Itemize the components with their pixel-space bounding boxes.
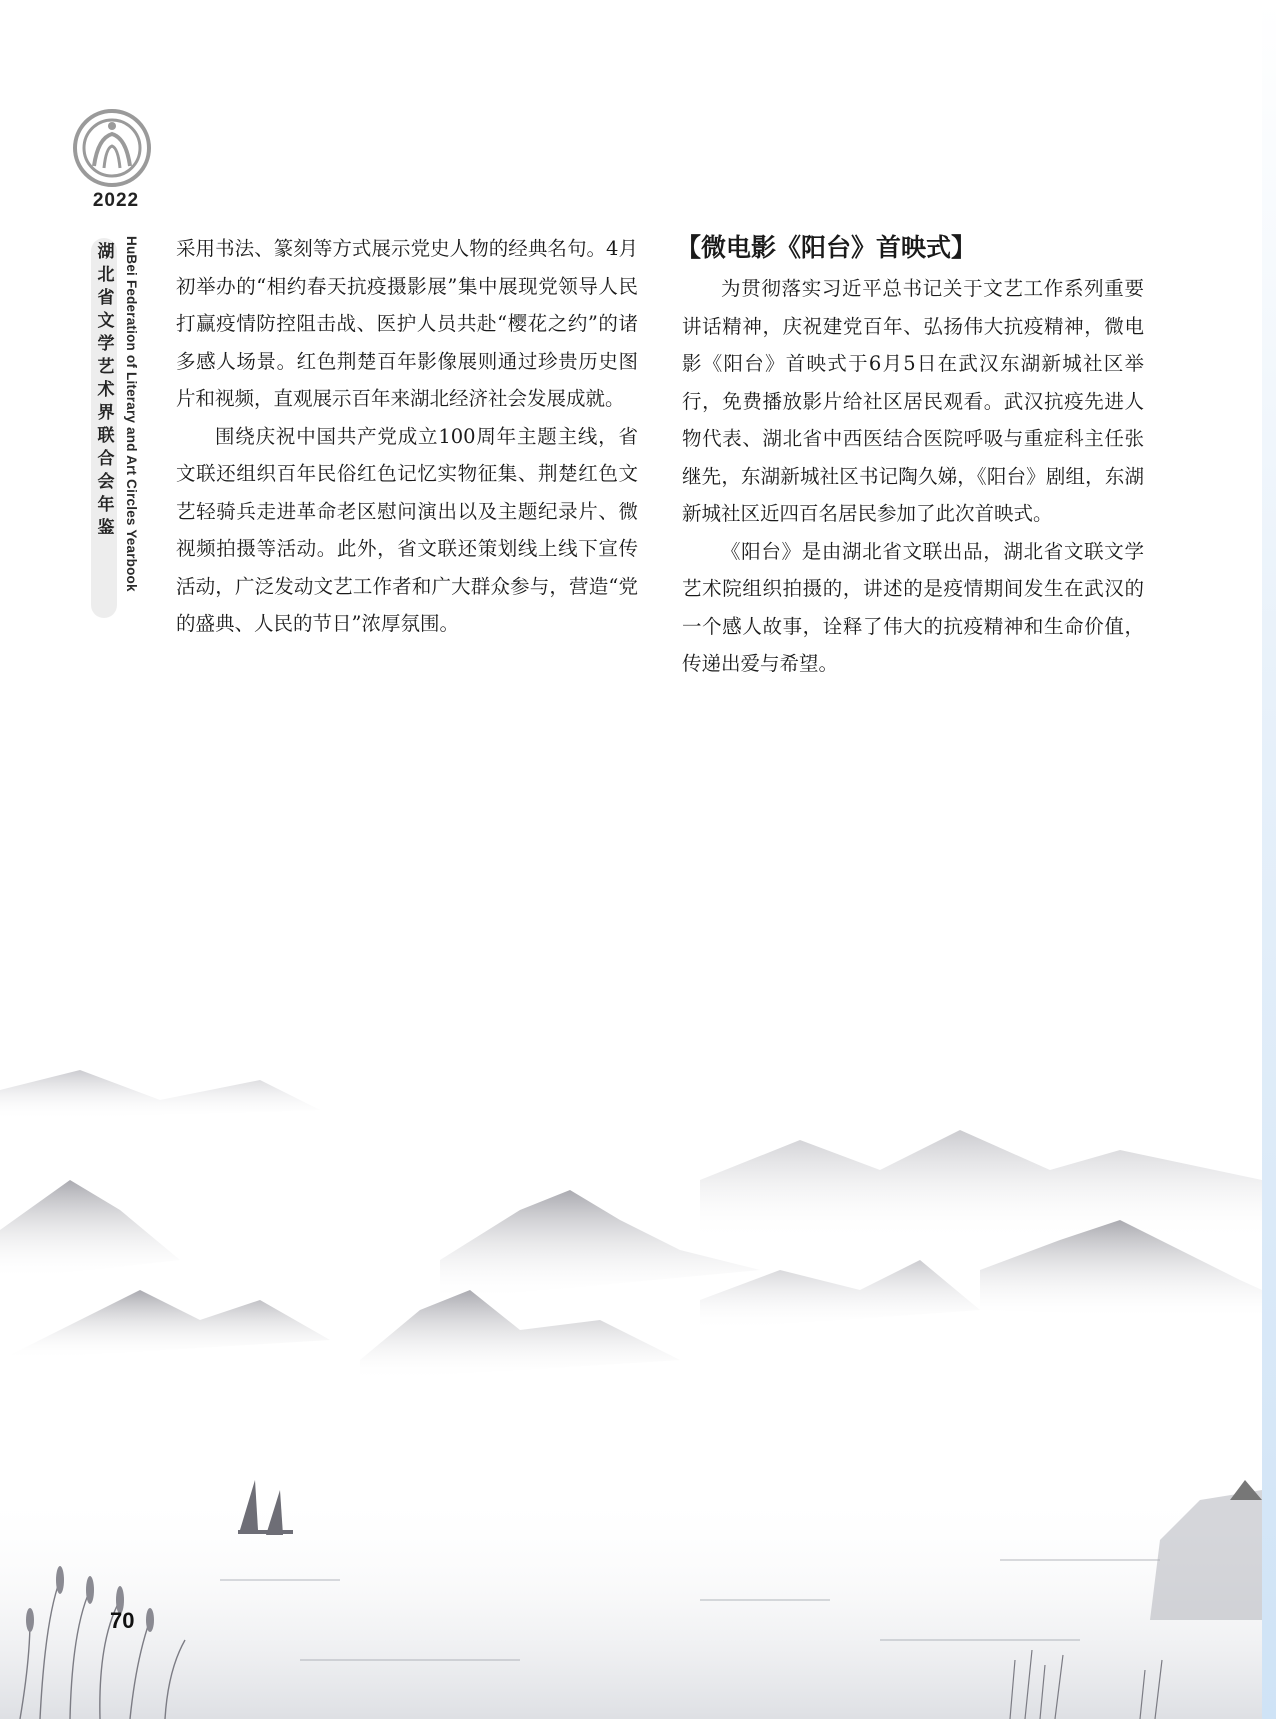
section-title: 【微电影《阳台》首映式】 <box>676 233 977 262</box>
right-column <box>676 226 1144 683</box>
left-column <box>176 230 638 643</box>
left-paragraph-2: 围绕庆祝中国共产党成立100周年主题主线，省文联还组织百年民俗红色记忆实物征集、荆楚红色文艺轻骑兵走进革命老区慰问演出以及主题纪录片、微视频拍摄等活动。此外，省文联还策划线上线下宣传活动，广泛发动文艺工作者和广大群众参与，营造“党的盛典、人民的节日”浓厚氛围。 <box>176 424 638 635</box>
ink-landscape-illustration <box>0 1060 1262 1719</box>
sidebar-title-en: HuBei Federation of Literary and Art Circles Yearbook <box>124 236 139 592</box>
page-number: 70 <box>110 1608 135 1633</box>
yearbook-year: 2022 <box>92 190 140 211</box>
yearbook-emblem-icon <box>72 108 152 188</box>
right-paragraph-1: 为贯彻落实习近平总书记关于文艺工作系列重要讲话精神，庆祝建党百年、弘扬伟大抗疫精神，微电影《阳台》首映式于6月5日在武汉东湖新城社区举行，免费播放影片给社区居民观看。武汉抗疫先进人物代表、湖北省中西医结合医院呼吸与重症科主任张继先，东湖新城社区书记陶久娣，《阳台》剧组，东湖新城社区近四百名居民参加了此次首映式。 <box>682 277 1144 525</box>
right-paragraph-2: 《阳台》是由湖北省文联出品，湖北省文联文学艺术院组织拍摄的，讲述的是疫情期间发生在武汉的一个感人故事，诠释了伟大的抗疫精神和生命价值，传递出爱与希望。 <box>682 539 1144 675</box>
left-paragraph-1: 采用书法、篆刻等方式展示党史人物的经典名句。4月初举办的“相约春天抗疫摄影展”集中展现党领导人民打赢疫情防控阻击战、医护人员共赴“樱花之约”的诸多感人场景。红色荆楚百年影像展则通过珍贵历史图片和视频，直观展示百年来湖北经济社会发展成就。 <box>176 237 638 410</box>
page-edge-gradient <box>1262 0 1276 1719</box>
sidebar-title-cn: 湖北省文学艺术界联合会年鉴 <box>91 238 117 618</box>
